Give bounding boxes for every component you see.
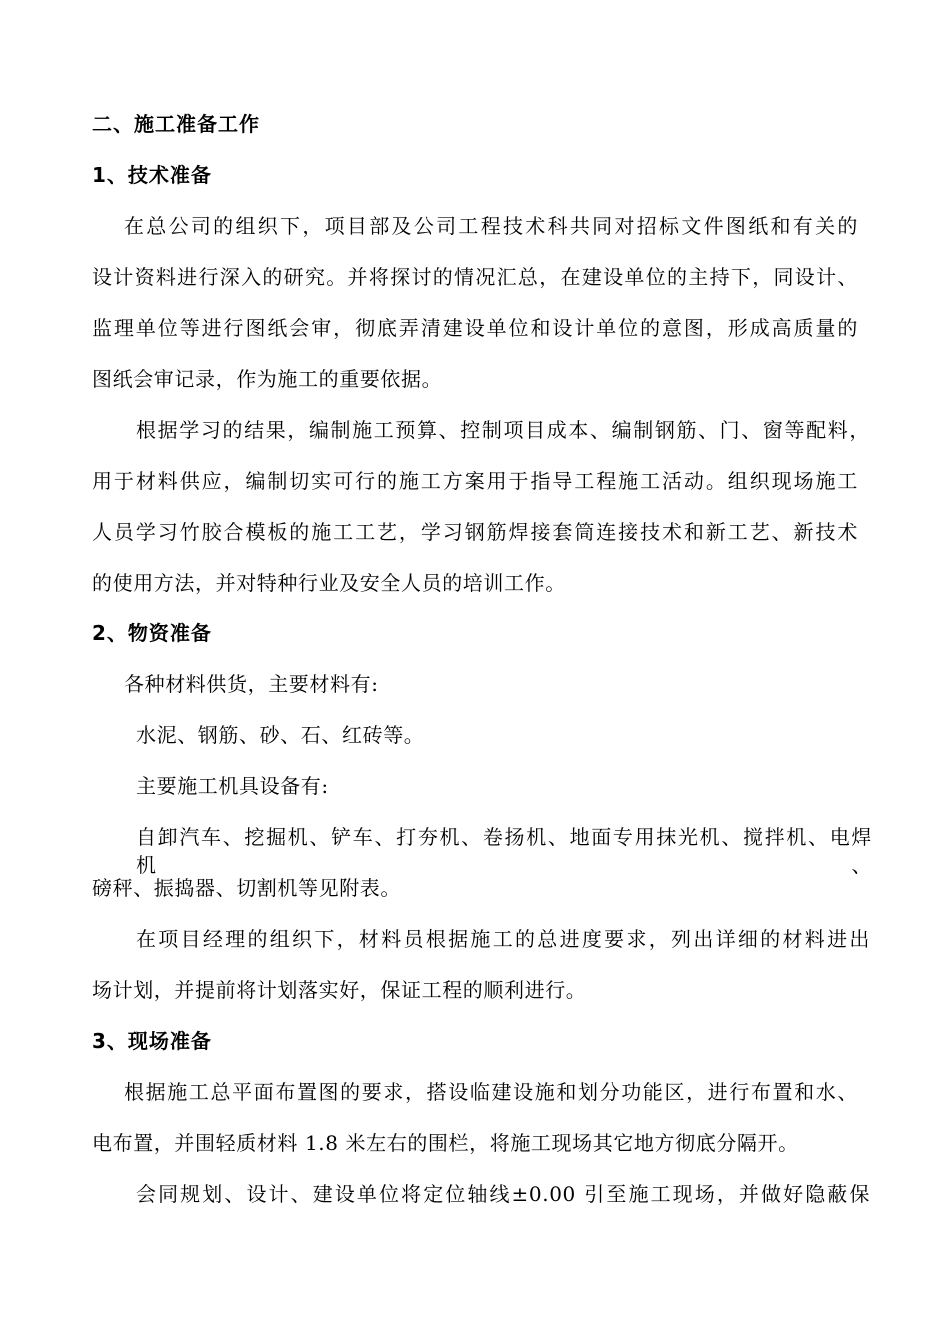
equipment-line-2: 磅秤、振捣器、切割机等见附表。	[92, 876, 401, 900]
material-plan-line-1: 在项目经理的组织下，材料员根据施工的总进度要求，列出详细的材料进出	[136, 927, 870, 951]
tech-p2-line-3: 人员学习竹胶合模板的施工工艺，学习钢筋焊接套筒连接技术和新工艺、新技术	[92, 520, 858, 544]
site-heading: 3、现场准备	[92, 1029, 212, 1053]
site-p1-line-2: 电布置，并围轻质材料 1.8 米左右的围栏，将施工现场其它地方彻底分隔开。	[92, 1131, 799, 1155]
tech-p1-line-4: 图纸会审记录，作为施工的重要依据。	[92, 367, 443, 391]
equipment-intro-text: 主要施工机具设备有:	[136, 774, 329, 798]
material-supply-text: 各种材料供货，主要材料有:	[124, 672, 379, 696]
material-list-text: 水泥、钢筋、砂、石、红砖等。	[136, 723, 425, 747]
site-p1-line-1: 根据施工总平面布置图的要求，搭设临建设施和划分功能区，进行布置和水、	[124, 1080, 858, 1104]
tech-p2-line-4: 的使用方法，并对特种行业及安全人员的培训工作。	[92, 571, 566, 595]
site-p2-line-1: 会同规划、设计、建设单位将定位轴线±0.00 引至施工现场，并做好隐蔽保	[136, 1182, 870, 1206]
tech-p1-line-3: 监理单位等进行图纸会审，彻底弄清建设单位和设计单位的意图，形成高质量的	[92, 316, 858, 340]
equipment-line-1: 自卸汽车、挖掘机、铲车、打夯机、卷扬机、地面专用抹光机、搅拌机、电焊机、	[136, 825, 872, 877]
tech-heading: 1、技术准备	[92, 163, 212, 187]
tech-p2-line-2: 用于材料供应，编制切实可行的施工方案用于指导工程施工活动。组织现场施工	[92, 469, 858, 493]
tech-p1-line-1: 在总公司的组织下，项目部及公司工程技术科共同对招标文件图纸和有关的	[124, 214, 858, 238]
tech-p1-line-2: 设计资料进行深入的研究。并将探讨的情况汇总，在建设单位的主持下，同设计、	[92, 265, 858, 289]
section-title: 二、施工准备工作	[92, 112, 260, 136]
material-plan-line-2: 场计划，并提前将计划落实好，保证工程的顺利进行。	[92, 978, 587, 1002]
tech-p2-line-1: 根据学习的结果，编制施工预算、控制项目成本、编制钢筋、门、窗等配料，	[136, 418, 870, 442]
material-heading: 2、物资准备	[92, 621, 212, 645]
